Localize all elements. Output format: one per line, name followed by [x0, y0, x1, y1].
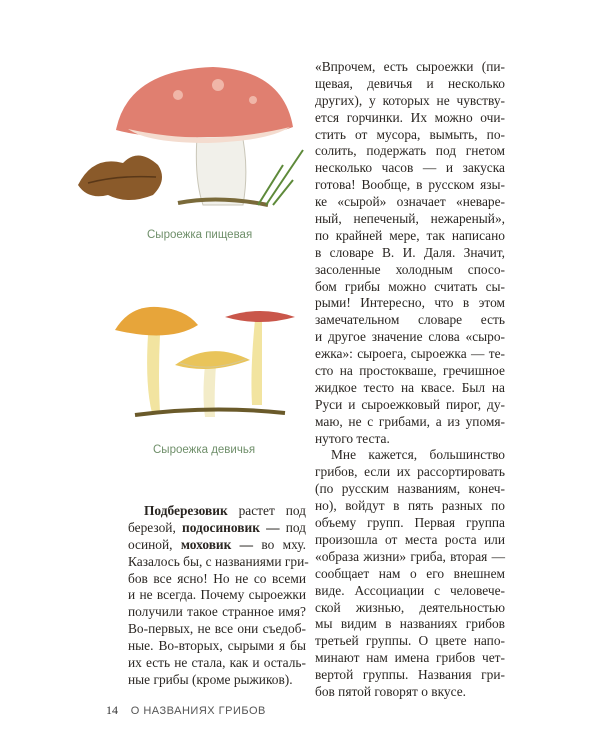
text-line: (по русским названиям, конеч- — [315, 481, 505, 497]
right-text-column — [315, 59, 505, 701]
text-line: ежка»: сыроега, сыроежка — те- — [315, 346, 505, 362]
text-line: по крайней мере, так написано — [315, 227, 505, 243]
text: осиной, — [128, 536, 181, 552]
term-podosinovik: подосиновик — — [182, 519, 286, 535]
text-line: их есть не стала, как и осталь- — [128, 655, 306, 671]
text-line: «Впрочем, есть сыроежки (пи- — [315, 59, 505, 74]
text-line: нутого теста. — [315, 430, 390, 446]
page-footer — [106, 703, 266, 718]
text-line: щевая, девичья и несколько — [315, 75, 505, 91]
text-line: бом грибы можно считать сы- — [315, 278, 505, 294]
text-line: Во-первых, не все они съедоб- — [128, 621, 306, 637]
section-title: О НАЗВАНИЯХ ГРИБОВ — [130, 705, 266, 717]
text: березой, — [128, 519, 183, 535]
text-line: ется горчинки. Их можно очи- — [315, 109, 505, 125]
text: во мху. — [261, 536, 306, 552]
text-line — [128, 520, 306, 537]
text-line: и другое значение слова «сыро- — [315, 329, 505, 345]
text-line: грибов, если их рассортировать — [315, 464, 505, 480]
text-line: замечательном словаре есть — [315, 312, 505, 328]
text-line: бов пятой говорят о вкусе. — [315, 683, 466, 699]
text-line: в словаре В. И. Даля. Значит, — [315, 244, 505, 260]
text-line: виде. Ассоциации с человече- — [315, 582, 505, 598]
text-line: но), войдут в пять разных по — [315, 498, 505, 514]
text-line — [128, 503, 306, 520]
text-line: ные грибы (кроме рыжиков). — [128, 671, 293, 687]
text-line: других), у которых не чувству- — [315, 92, 505, 108]
text: растет под — [227, 503, 306, 518]
text-line: несколько часов — и закуска — [315, 160, 505, 176]
term-podberezovik: Подберезовик — [144, 503, 228, 518]
text: под — [285, 519, 306, 535]
left-text-column — [128, 503, 309, 689]
text-line: вертой группы. Названия гри- — [315, 667, 505, 683]
text-line: маю, не с грибами, а из упомя- — [315, 413, 505, 429]
text-line: засоленные холодным спосо- — [315, 261, 505, 277]
text-line: произошла от места роста или — [315, 531, 505, 547]
russula-puellaris-illustration — [110, 295, 305, 430]
text-line: бов все ясно! Но не со всеми — [128, 570, 306, 586]
text-line: третьей группы. О цвете напо- — [315, 633, 505, 649]
text-line: ке «сырой» означает «неваре- — [315, 194, 505, 210]
text-line: ской жизнью, деятельностью — [315, 599, 505, 615]
text-line: жидкое тесто на квасе. Был на — [315, 379, 505, 395]
text-line: Руси и сыроежковый пирог, ду- — [315, 396, 505, 412]
text-line: Мне кажется, большинство — [331, 447, 505, 463]
illustration-caption: Сыроежка девичья — [153, 444, 256, 456]
text-line: сообщает нам о его внешнем — [315, 565, 505, 581]
text-line: объему групп. Первая группа — [315, 515, 505, 531]
text-line — [128, 537, 306, 554]
text-line: стить от мусора, вымыть, по- — [315, 126, 505, 142]
text-line: и не всегда. Почему сыроежки — [128, 587, 306, 603]
illustration-caption: Сыроежка пищевая — [147, 229, 253, 241]
text-line: ные. Во-вторых, сырыми я бы — [128, 638, 306, 654]
text-line: ный, непеченый, нежареный», — [315, 211, 505, 227]
page-number: 14 — [106, 703, 118, 717]
text-line: готова! Вообще, в русском язы- — [315, 177, 505, 193]
text-line: Казалось бы, с названиями гри- — [128, 553, 309, 569]
term-mokhovik: моховик — — [180, 536, 262, 552]
text-line: сто на простокваше, гречишное — [315, 363, 505, 379]
text-line: получили такое странное имя? — [128, 604, 306, 620]
text-line: «образа жизни» гриба, вторая — — [315, 548, 505, 564]
text-line: рыми! Интересно, что в этом — [315, 295, 505, 311]
text-line: солить, подержать под гнетом — [315, 143, 505, 159]
text-line: минают нам имена грибов чет- — [315, 650, 505, 666]
text-line: мы видим в названиях грибов — [315, 616, 505, 632]
russula-vesca-illustration — [68, 55, 308, 220]
